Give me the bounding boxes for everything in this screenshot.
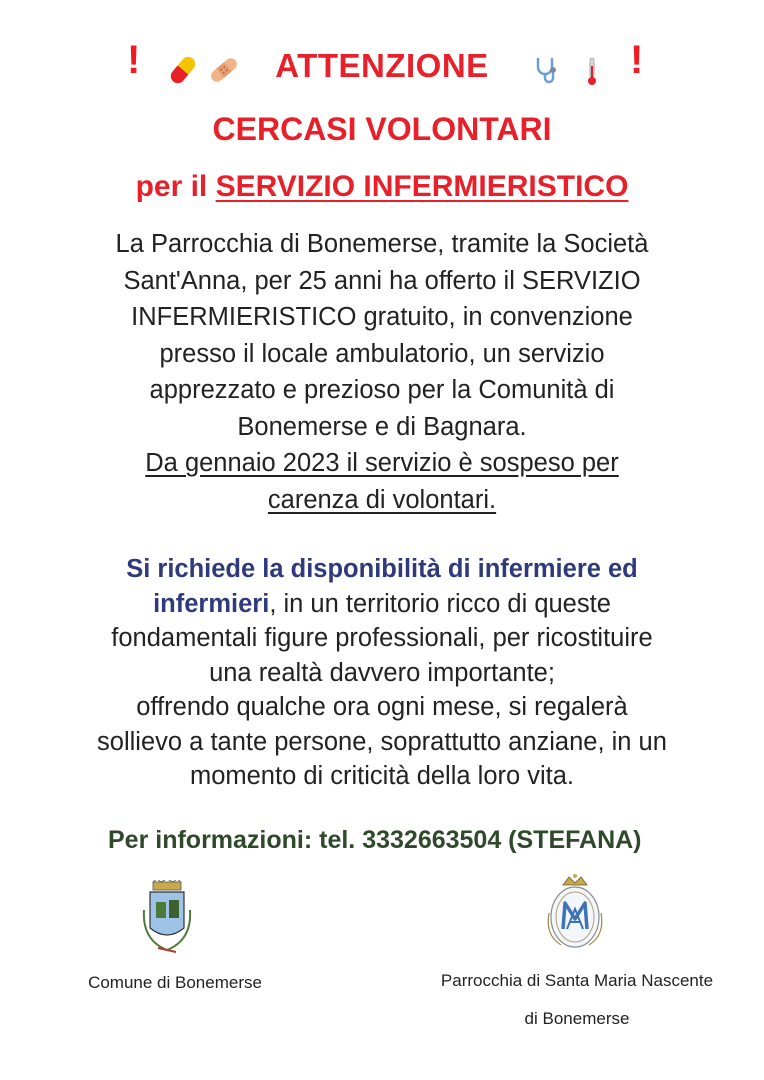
comune-coat-of-arms-icon: [136, 880, 198, 960]
paragraph-line: , in un territorio ricco di queste: [269, 589, 611, 618]
comune-label: Comune di Bonemerse: [88, 973, 262, 992]
request-paragraph: [0, 552, 764, 794]
intro-paragraph: [0, 226, 764, 518]
paragraph-line: una realtà davvero importante;: [209, 658, 555, 687]
paragraph-line: fondamentali figure professionali, per ricostituire: [111, 624, 653, 652]
parish-label-location: di Bonemerse: [524, 1009, 630, 1028]
paragraph-line: sollievo a tante persone, soprattutto anziane, in un: [97, 727, 667, 756]
paragraph-line: offrendo qualche ora ogni mese, si regalerà: [136, 693, 628, 721]
subtitle-prefix: per il: [135, 170, 208, 203]
parish-label: Parrocchia di Santa Maria Nascente: [440, 971, 714, 990]
paragraph-line: presso il locale ambulatorio, un servizio: [159, 339, 605, 368]
main-title: CERCASI VOLONTARI: [212, 111, 552, 147]
contact-info: Per informazioni: tel. 3332663504 (STEFANA): [108, 826, 642, 854]
request-highlight: Si richiede la disponibilità di infermiere ed: [126, 555, 638, 583]
attention-heading: ATTENZIONE: [275, 47, 489, 84]
paragraph-line: apprezzato e prezioso per la Comunità di: [149, 376, 615, 404]
request-highlight-word: infermieri: [153, 589, 270, 618]
suspension-notice-line: carenza di volontari.: [267, 485, 497, 514]
parish-emblem-icon: [541, 873, 609, 953]
thermometer-icon: [585, 56, 599, 86]
paragraph-line: INFERMIERISTICO gratuito, in convenzione: [131, 303, 633, 331]
paragraph-line: La Parrocchia di Bonemerse, tramite la Società: [115, 230, 649, 258]
exclamation-icon-right: !: [630, 38, 644, 82]
suspension-notice-line: Da gennaio 2023 il servizio è sospeso per: [145, 449, 619, 477]
stethoscope-icon: [532, 55, 562, 85]
exclamation-icon-left: !: [127, 38, 141, 82]
paragraph-line: momento di criticità della loro vita.: [189, 762, 575, 790]
subtitle-service: SERVIZIO INFERMIERISTICO: [215, 170, 629, 203]
subtitle: [0, 170, 764, 204]
paragraph-line: Sant'Anna, per 25 anni ha offerto il SERVIZIO: [123, 266, 641, 295]
paragraph-line: Bonemerse e di Bagnara.: [237, 412, 527, 441]
